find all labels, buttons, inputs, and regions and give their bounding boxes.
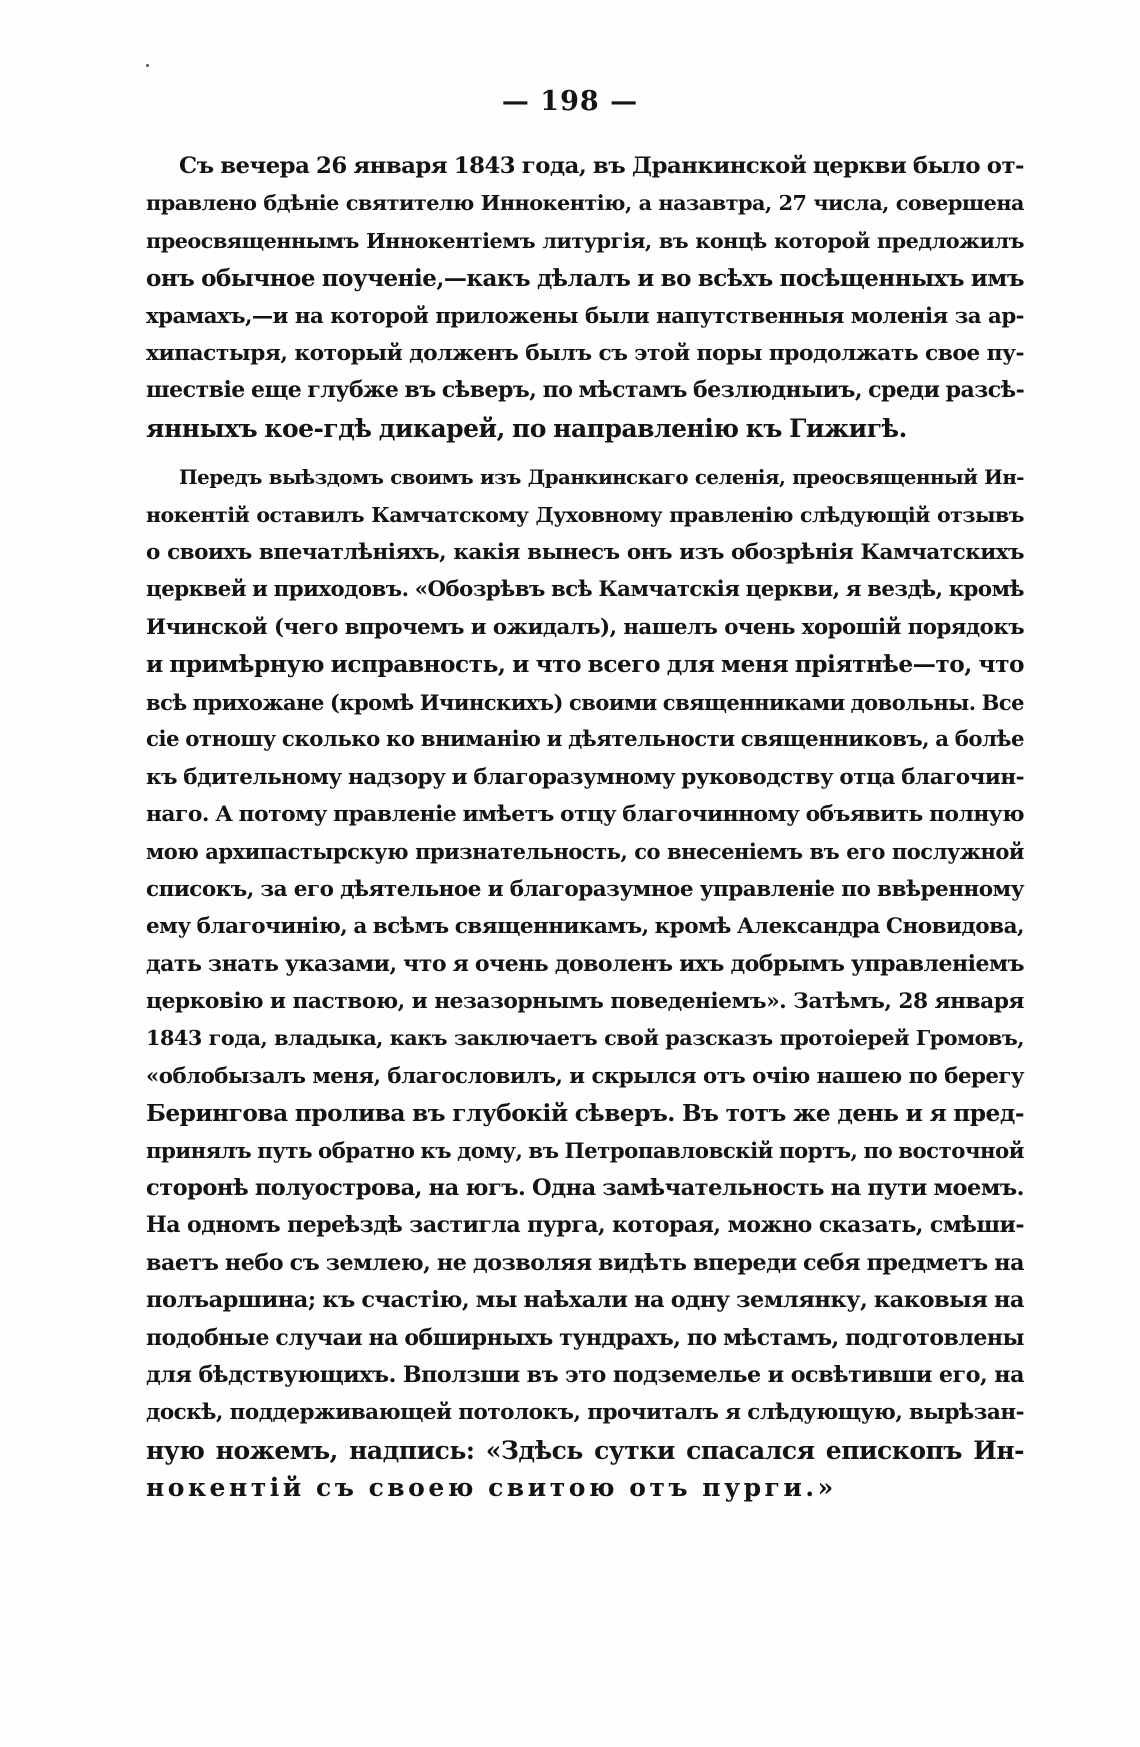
text-line: Берингова пролива въ глубокій сѣверъ. Въ тотъ же день и я пред- xyxy=(146,1100,1024,1128)
text-line: полъаршина; къ счастію, мы наѣхали на одну землянку, каковыя на xyxy=(146,1287,1024,1314)
text-line: списокъ, за его дѣятельное и благоразумное управленіе по ввѣренному xyxy=(146,876,1024,902)
text-line: мою архипастырскую признательность, со внесеніемъ въ его послужной xyxy=(146,839,1024,865)
text-line: «облобызалъ меня, благословилъ, и скрылся отъ очію нашею по берегу xyxy=(146,1063,1024,1089)
body-text xyxy=(146,148,1024,1507)
text-line: ему благочинію, а всѣмъ священникамъ, кромѣ Александра Сновидова, xyxy=(146,914,1024,940)
text-line: принялъ путь обратно къ дому, въ Петропавловскій портъ, по восточной xyxy=(146,1138,1024,1164)
text-line: о своихъ впечатлѣніяхъ, какія вынесъ онъ изъ обозрѣнія Камчатскихъ xyxy=(146,540,1024,566)
text-line: и примѣрную исправность, и что всего для меня пріятнѣе—то, что xyxy=(146,651,1024,679)
text-line: ваетъ небо съ землею, не дозволяя видѣть впереди себя предметъ на xyxy=(146,1249,1024,1276)
text-line: сторонѣ полуострова, на югъ. Одна замѣчательность на пути моемъ. xyxy=(146,1174,1024,1201)
text-line: правлено бдѣніе святителю Иннокентію, а назавтра, 27 числа, совершена xyxy=(146,191,1024,216)
paragraph-2 xyxy=(146,459,1024,1506)
print-speck xyxy=(146,64,149,67)
text-line: 1843 года, владыка, какъ заключаетъ свой разсказъ протоіерей Громовъ, xyxy=(146,1026,1024,1051)
paragraph-1 xyxy=(146,148,1024,447)
text-line: преосвященнымъ Иннокентіемъ литургія, въ концѣ которой предложилъ xyxy=(146,228,1024,253)
text-line: дать знать указами, что я очень доволенъ ихъ добрымъ управленіемъ xyxy=(146,950,1024,977)
text-line: онъ обычное поученіе,—какъ дѣлалъ и во всѣхъ посѣщенныхъ имъ xyxy=(146,265,1024,293)
text-line: для бѣдствующихъ. Вползши въ это подземелье и освѣтивши его, на xyxy=(146,1362,1024,1388)
text-line: На одномъ переѣздѣ застигла пурга, которая, можно сказать, смѣши- xyxy=(146,1212,1024,1239)
text-line: Съ вечера 26 января 1843 года, въ Дранкинской церкви было от- xyxy=(179,153,1024,179)
text-line: всѣ прихожане (кромѣ Ичинскихъ) своими священниками довольны. Все xyxy=(146,689,1024,715)
text-line: церквей и приходовъ. «Обозрѣвъ всѣ Камчатскія церкви, я вездѣ, кромѣ xyxy=(146,577,1024,603)
text-line: доскѣ, поддерживающей потолокъ, прочиталъ я слѣдующую, вырѣзан- xyxy=(146,1400,1024,1426)
text-line: къ бдительному надзору и благоразумному руководству отца благочин- xyxy=(146,764,1024,790)
paragraph-gap xyxy=(146,447,1024,459)
text-line: ную ножемъ, надпись: «Здѣсь сутки спасался епископъ Ин- xyxy=(146,1435,1024,1465)
text-line: нокентій съ своею свитою отъ пурги.» xyxy=(146,1473,837,1503)
text-line: церковію и паствою, и незазорнымъ поведеніемъ». Затѣмъ, 28 января xyxy=(146,988,1024,1014)
text-line: сіе отношу сколько ко вниманію и дѣятельности священниковъ, а болѣе xyxy=(146,727,1024,753)
text-line: нокентій оставилъ Камчатскому Духовному правленію слѣдующій отзывъ xyxy=(146,502,1024,527)
text-line: наго. А потому правленіе имѣетъ отцу благочинному объявить полную xyxy=(146,801,1024,827)
text-line: храмахъ,—и на которой приложены были напутственныя моленія за ар- xyxy=(146,303,1024,329)
text-line: хипастыря, который долженъ былъ съ этой поры продолжать свое пу- xyxy=(146,341,1024,367)
text-line: Передъ выѣздомъ своимъ изъ Дранкинскаго селенія, преосвященный Ин- xyxy=(179,465,1024,490)
page-number: — 198 — xyxy=(501,86,639,117)
text-line: Ичинской (чего впрочемъ и ожидалъ), нашелъ очень хорошій порядокъ xyxy=(146,614,1024,640)
text-line: шествіе еще глубже въ сѣверъ, по мѣстамъ безлюдныиъ, среди разсѣ- xyxy=(146,377,1025,404)
text-line: янныхъ кое-гдѣ дикарей, по направленію къ Гижигѣ. xyxy=(146,413,907,443)
text-line: подобные случаи на обширныхъ тундрахъ, по мѣстамъ, подготовлены xyxy=(146,1324,1024,1351)
